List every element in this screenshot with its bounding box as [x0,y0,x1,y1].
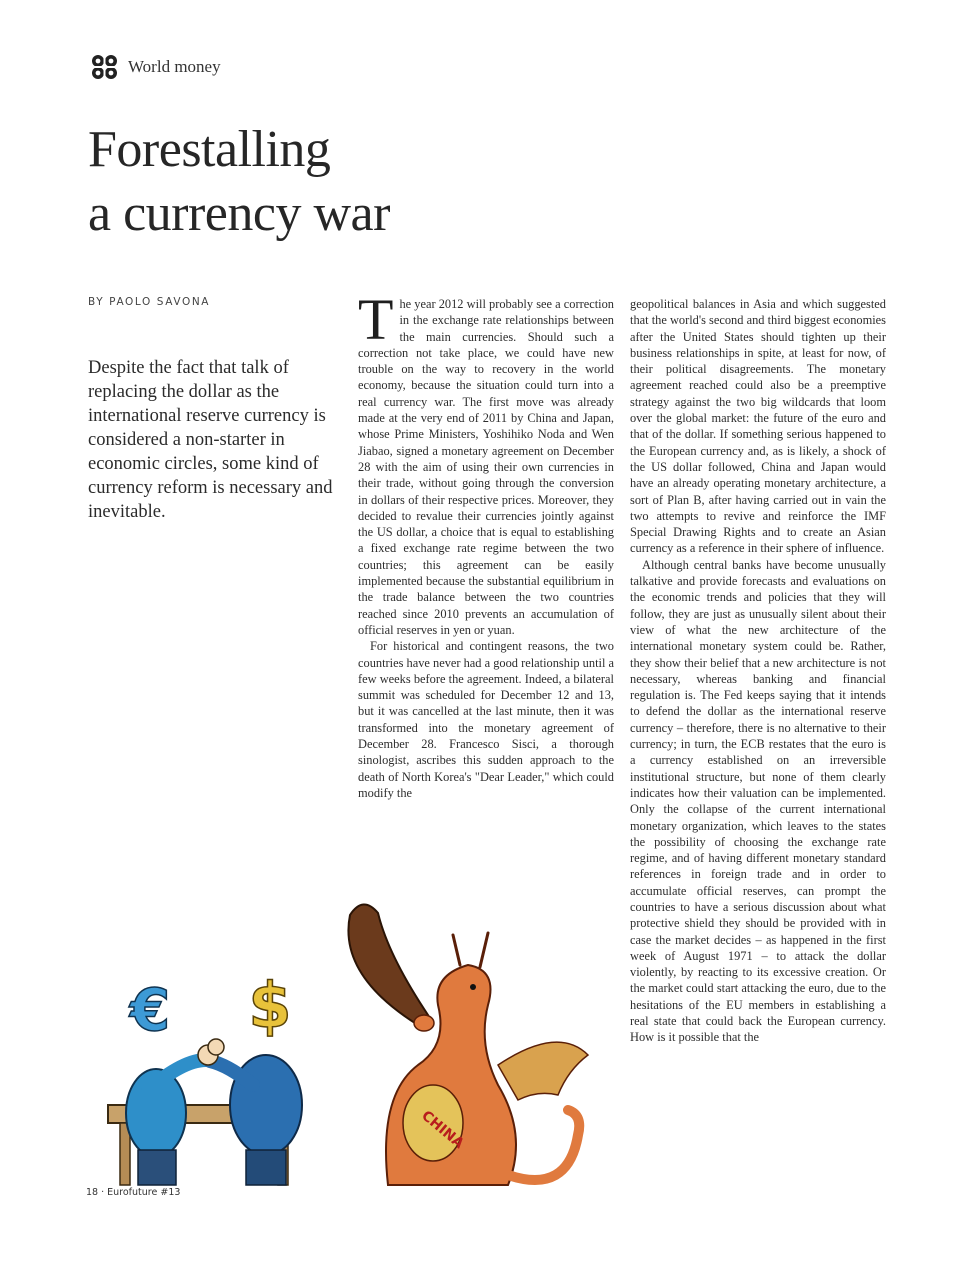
body-paragraph [358,296,614,638]
euro-figure [126,976,206,1185]
dragon [386,933,588,1185]
dragon-label: CHINA [418,1107,467,1153]
euro-symbol: € [129,976,171,1044]
club [348,904,434,1031]
title-line-1: Forestalling [88,121,331,178]
section-label: World money [128,57,221,76]
section-header [88,50,221,84]
title-line-2: a currency war [88,185,390,242]
body-paragraph: Although central banks have become unusually talkative and provide forecasts and evaluations on the economic trends and policies that they will follow, they are just as unusually silent about their view of what the new architecture of the international monetary system could be. Rather, they show their belief that a new architecture is not necessary, whereas banking and financial regulation is. The Fed keeps saying that it intends to defend the dollar as the international reserve currency – therefore, there is no alternative to their currency; in turn, the ECB restates that the euro is a currency established on an irreversible institutional structure, but none of them clearly indicates how their valuation can be implemented. Only the collapse of the current international monetary organization, which leaves to the states the possibility of choosing the exchange rate regime, and of having different monetary standard references in foreign trade and in order to accumulate official reserves, can prompt the countries to have a serious discussion about what protective shield they should be provided with in case the market decides – as happened in the first week of August 1971 – to attack the dollar violently, by reacting to its excessive creation. Or the market could start attacking the euro, due to the hesitations of the EU members in establishing a real state that could back the European currency. How is it possible that the [630,557,886,1045]
page-folio: 18 · Eurofuture #13 [86,1187,181,1198]
body-column-2 [630,296,886,1186]
body-paragraph: For historical and contingent reasons, the two countries have never had a good relationship until a few weeks before the agreement. Indeed, a bilateral summit was scheduled for December 12 and 13, but it was cancelled at the last minute, then it was transformed into the monetary agreement of December 28. Francesco Sisci, a thorough sinologist, ascribes this sudden approach to the death of North Korea's "Dear Leader," which could modify the [358,639,614,800]
paragraph-text: he year 2012 will probably see a correction in the exchange rate relationships between the main currencies. Should such a correction not take place, we could have new trouble on the way to recovery in the world economy, because the situation could turn into a real currency war. The first move was already made at the very end of 2011 by China and Japan, whose Prime Ministers, Yoshihiko Noda and Wen Jiabao, signed a monetary agreement on December 28 with the aim of using their own currencies in their trade, without going through the conversion in dollars of their respective prices. Moreover, they decided to revalue their currencies jointly against the US dollar, a choice that is equal to establishing a fixed exchange rate regime between the two countries; this agreement can be easily implemented because the substantial equilibrium in the trade balance between the two countries reached since 2010 prevents an accumulation of official reserves in yen or yuan. [358,297,614,637]
ornament-icon [88,50,122,84]
cartoon-illustration [88,895,608,1200]
byline: BY PAOLO SAVONA [88,296,211,308]
article-title [88,118,688,246]
dollar-symbol: $ [248,969,292,1042]
standfirst: Despite the fact that talk of replacing the dollar as the international reserve currency is considered a non-starter in economic circles, some kind of currency reform is necessary and inevitable. [88,358,333,522]
body-column-1 [358,296,614,886]
drop-cap: T [358,296,394,352]
body-paragraph: geopolitical balances in Asia and which suggested that the world's second and third biggest economies after the United States should tighten up their business relationships in spite, at least for now, of their political disagreements. The monetary agreement reached could also be a preemptive strategy against the two big wildcards that loom over the global market: the future of the euro and that of the dollar. If something serious happened to the European currency and, as is likely, a shock of the US dollar followed, China and Japan would have an already operating monetary architecture, a sort of Plan B, after having carried out in vain the two attempts to revive and reinforce the IMF Special Drawing Rights and to create an Asian currency as a reference in their sphere of influence. [630,297,886,556]
